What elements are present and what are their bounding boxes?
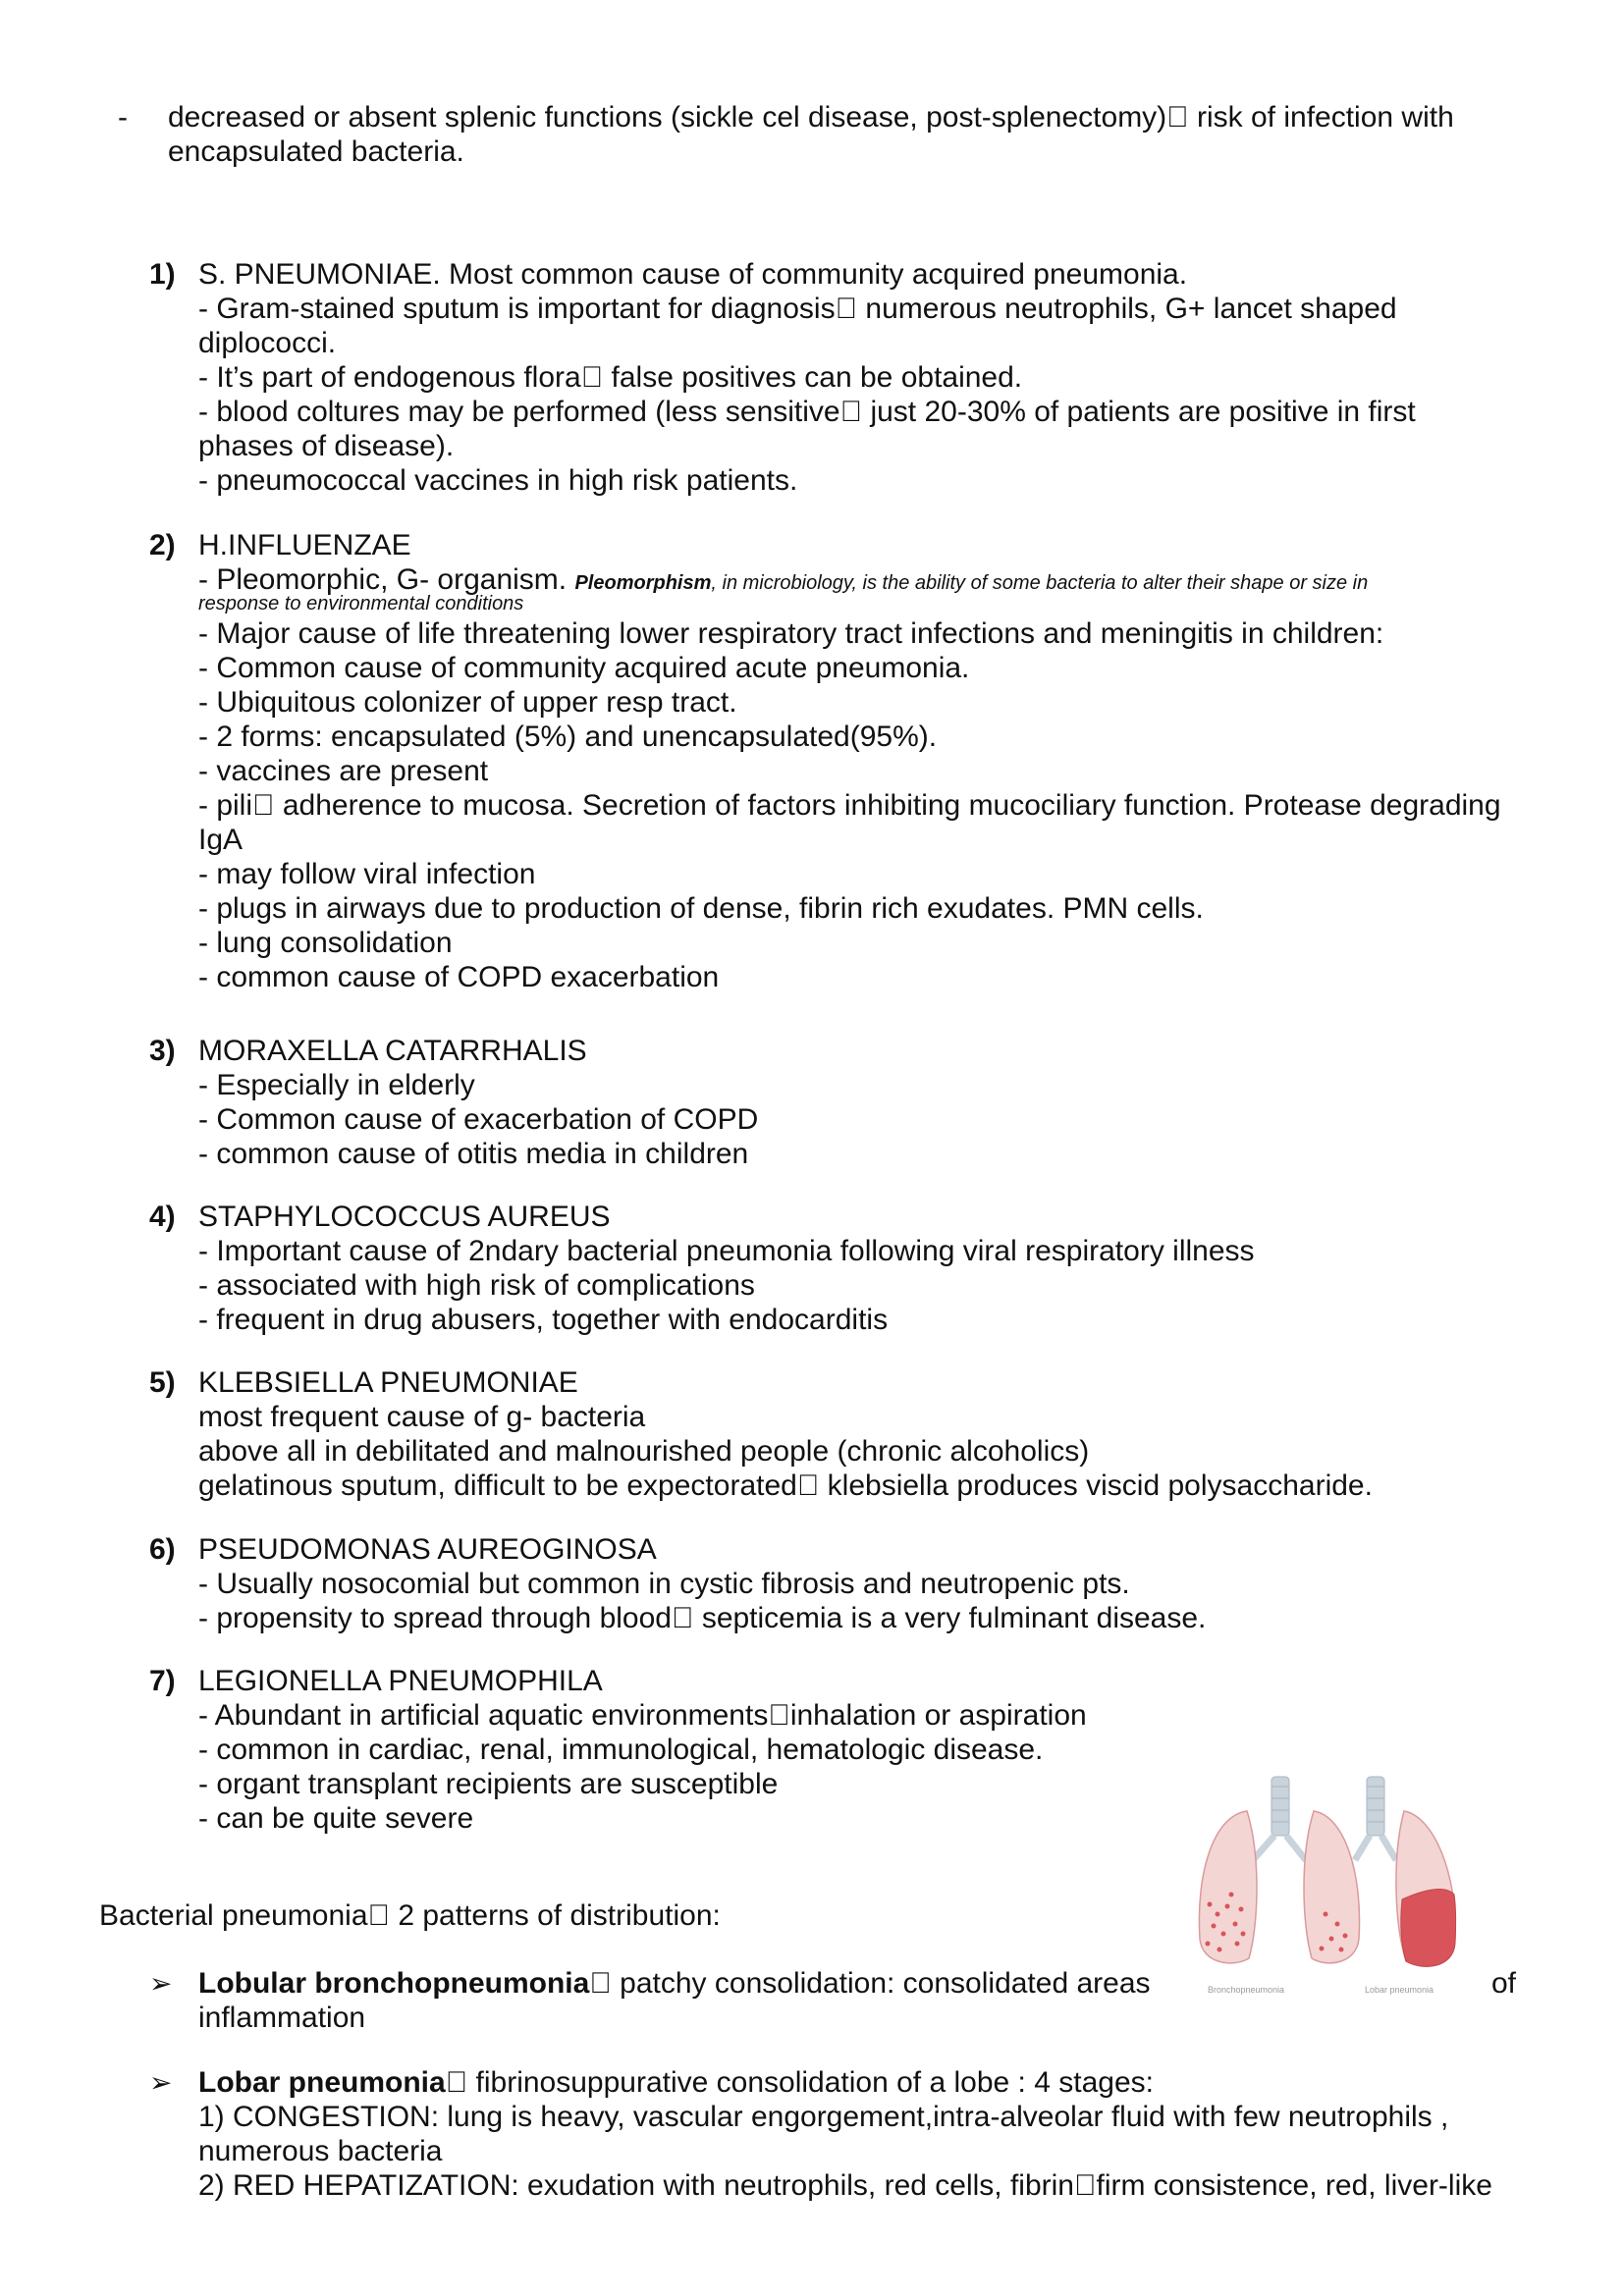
lobular-line-2: inflammation (198, 2002, 366, 2034)
item-line: - can be quite severe (198, 1802, 474, 1835)
pleo-note (574, 572, 1368, 594)
pleo-def-1: , in microbiology, is the ability of some bacteria to alter their shape or size in (711, 572, 1369, 594)
item-number: 4) (149, 1201, 176, 1233)
lobar-stage-line: numerous bacteria (198, 2135, 443, 2167)
left-caption: Bronchopneumonia (1208, 1985, 1285, 1995)
lobar-stage-line: 2) RED HEPATIZATION: exudation with neutrophils, red cells, fibrin firm consistence, red, liver-like (198, 2169, 1492, 2202)
arrow-bullet-icon: ➢ (149, 2067, 173, 2098)
item-line: - Ubiquitous colonizer of upper resp tract. (198, 686, 737, 719)
item-title: H.INFLUENZAE (198, 529, 411, 561)
distribution-heading: Bacterial pneumonia  2 patterns of distribution: (99, 1899, 721, 1932)
item-number: 3) (149, 1035, 176, 1067)
item-line: S. PNEUMONIAE. Most common cause of community acquired pneumonia. (198, 258, 1188, 291)
item-number: 5) (149, 1366, 176, 1399)
item-number: 6) (149, 1533, 176, 1566)
item-number: 1) (149, 258, 176, 291)
item-number: 7) (149, 1665, 176, 1697)
lobular-of: of (1491, 1967, 1517, 2000)
list-item-s-pneumoniae (149, 257, 1534, 498)
item-line: - 2 forms: encapsulated (5%) and unencapsulated(95%). (198, 721, 938, 753)
item-line: - plugs in airways due to production of dense, fibrin rich exudates. PMN cells. (198, 892, 1204, 925)
item-line: IgA (198, 824, 243, 856)
lobar-term: Lobar pneumonia (198, 2066, 446, 2099)
item-line: PSEUDOMONAS AUREOGINOSA (198, 1533, 657, 1566)
item-line: MORAXELLA CATARRHALIS (198, 1035, 587, 1067)
item-line: most frequent cause of g- bacteria (198, 1401, 646, 1433)
list-item-pseudomonas (149, 1532, 1534, 1635)
item-line: above all in debilitated and malnourished people (chronic alcoholics) (198, 1435, 1090, 1468)
lobular-term: Lobular bronchopneumonia (198, 1967, 590, 2000)
item-line: - Especially in elderly (198, 1069, 475, 1101)
lobar-stage-line: 1) CONGESTION: lung is heavy, vascular engorgement,intra-alveolar fluid with few neutrophils , (198, 2101, 1449, 2133)
lobular-desc:   patchy consolidation: consolidated areas (589, 1967, 1151, 2000)
list-item-klebsiella (149, 1365, 1534, 1503)
item-line: gelatinous sputum, difficult to be expectorated  klebsiella produces viscid polysaccharide. (198, 1469, 1373, 1502)
item-line: - Usually nosocomial but common in cystic fibrosis and neutropenic pts. (198, 1568, 1130, 1600)
item-line: - may follow viral infection (198, 858, 536, 890)
item-line: KLEBSIELLA PNEUMONIAE (198, 1366, 578, 1399)
item-line: - lung consolidation (198, 927, 453, 959)
arrow-bullet-icon: ➢ (149, 1968, 173, 1999)
item-line: - Important cause of 2ndary bacterial pneumonia following viral respiratory illness (198, 1235, 1255, 1267)
lung-diagram (1188, 1767, 1468, 2002)
item-line: - vaccines are present (198, 755, 489, 787)
item-line: - common cause of otitis media in children (198, 1138, 749, 1170)
item-line: - common in cardiac, renal, immunological, hematologic disease. (198, 1734, 1044, 1766)
list-item-h-influenzae (149, 528, 1534, 994)
lobar-desc:   fibrinosuppurative consolidation of a lobe : 4 stages: (445, 2066, 1154, 2099)
pleo-lead: - Pleomorphic, G- organism. (198, 563, 568, 596)
item-line: - Gram-stained sputum is important for diagnosis  numerous neutrophils, G+ lancet shaped (198, 293, 1397, 325)
intro-line-2: encapsulated bacteria. (168, 135, 464, 168)
list-item-moraxella (149, 1034, 1534, 1171)
lung-pneumonia-figure (1188, 1767, 1468, 2002)
item-number: 2) (149, 529, 176, 561)
item-line: - pneumococcal vaccines in high risk patients. (198, 464, 798, 497)
list-item-staph (149, 1200, 1534, 1337)
item-line: - blood coltures may be performed (less sensitive  just 20-30% of patients are positive in first (198, 396, 1416, 428)
item-line: - common cause of COPD exacerbation (198, 961, 720, 993)
item-line: - Common cause of exacerbation of COPD (198, 1103, 759, 1136)
item-line: STAPHYLOCOCCUS AUREUS (198, 1201, 611, 1233)
item-line: - Major cause of life threatening lower respiratory tract infections and meningitis in children: (198, 617, 1384, 650)
item-line: - frequent in drug abusers, together with endocarditis (198, 1304, 889, 1336)
item-line: LEGIONELLA PNEUMOPHILA (198, 1665, 603, 1697)
item-line: phases of disease). (198, 430, 455, 462)
intro-paragraph (168, 100, 1513, 169)
item-line: - propensity to spread through blood  septicemia is a very fulminant disease. (198, 1602, 1207, 1634)
item-line: - Common cause of community acquired acute pneumonia. (198, 652, 970, 684)
item-line: - associated with high risk of complications (198, 1269, 755, 1302)
item-line: - Abundant in artificial aquatic environments inhalation or aspiration (198, 1699, 1087, 1732)
bullet-lobar (149, 2065, 1524, 2203)
item-line: - pili  adherence to mucosa. Secretion of factors inhibiting mucociliary function. Protease degrading (198, 789, 1501, 822)
pleo-def-2: response to environmental conditions (198, 593, 524, 614)
right-caption: Lobar pneumonia (1365, 1985, 1434, 1995)
pleo-term: Pleomorphism (574, 572, 712, 594)
item-line: - It’s part of endogenous flora  false positives can be obtained. (198, 361, 1023, 394)
intro-dash: - (118, 101, 128, 133)
lobar-line-1 (198, 2065, 1524, 2100)
item-line: - organt transplant recipients are susceptible (198, 1768, 779, 1800)
item-line: diplococci. (198, 327, 337, 359)
intro-line-1: decreased or absent splenic functions (sickle cel disease, post-splenectomy)  risk of infection with (168, 101, 1454, 133)
